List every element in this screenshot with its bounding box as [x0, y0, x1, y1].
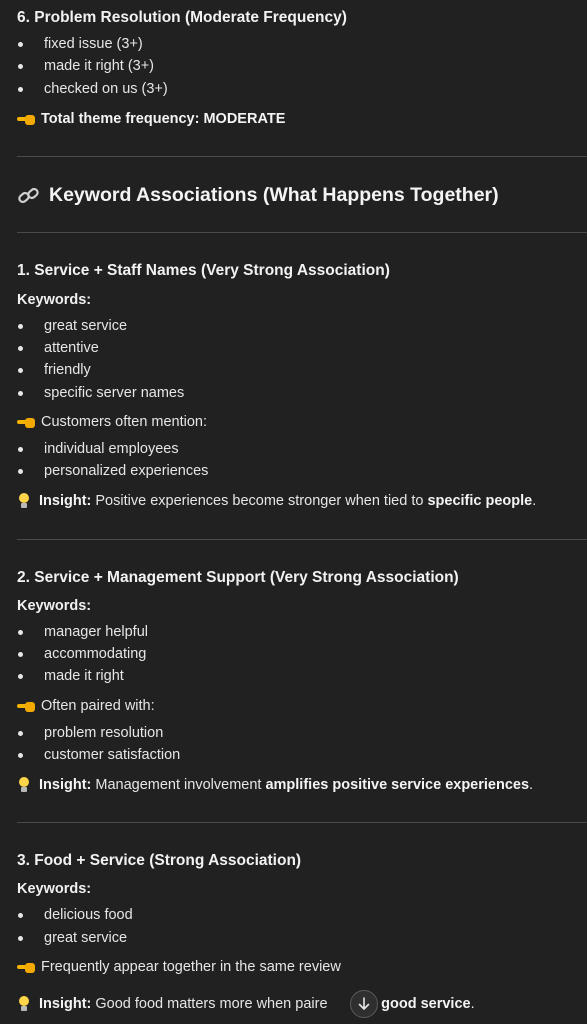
association-note: Frequently appear together in the same review	[17, 959, 341, 975]
link-icon	[17, 186, 41, 206]
section-heading-problem-resolution: 6. Problem Resolution (Moderate Frequency)	[17, 9, 347, 26]
section-heading-keyword-associations: Keyword Associations (What Happens Together)	[17, 184, 499, 207]
list-item: specific server names	[17, 385, 184, 401]
list-item: customer satisfaction	[17, 747, 180, 763]
list-item: fixed issue (3+)	[17, 36, 143, 52]
arrow-down-icon	[357, 997, 371, 1011]
list-item: delicious food	[17, 907, 133, 923]
list-item: attentive	[17, 340, 99, 356]
list-item: checked on us (3+)	[17, 81, 168, 97]
keywords-label: Keywords:	[17, 598, 92, 614]
list-item: accommodating	[17, 646, 146, 662]
list-item: great service	[17, 930, 127, 946]
insight-line: Insight: Management involvement amplifies positive service experiences .	[17, 777, 533, 793]
keywords-label: Keywords:	[17, 292, 92, 308]
backhand-index-pointing-right-icon	[17, 960, 37, 974]
backhand-index-pointing-right-icon	[17, 415, 37, 429]
list-item: made it right	[17, 668, 124, 684]
light-bulb-icon	[17, 493, 31, 509]
light-bulb-icon	[17, 777, 31, 793]
total-frequency-line: Total theme frequency: MODERATE	[17, 111, 285, 127]
divider	[17, 156, 587, 157]
assoc-heading-food-service: 3. Food + Service (Strong Association)	[17, 852, 302, 869]
association-note: Customers often mention:	[17, 414, 207, 430]
list-item: problem resolution	[17, 725, 163, 741]
insight-line: Insight: Positive experiences become stronger when tied to specific people .	[17, 493, 536, 509]
backhand-index-pointing-right-icon	[17, 112, 37, 126]
list-item: great service	[17, 318, 127, 334]
list-item: manager helpful	[17, 624, 148, 640]
list-item: individual employees	[17, 441, 179, 457]
assoc-heading-service-staff: 1. Service + Staff Names (Very Strong Association)	[17, 262, 390, 279]
list-item: personalized experiences	[17, 463, 208, 479]
association-note: Often paired with:	[17, 698, 155, 714]
list-item: friendly	[17, 362, 91, 378]
assoc-heading-service-management: 2. Service + Management Support (Very Strong Association)	[17, 569, 459, 586]
light-bulb-icon	[17, 996, 31, 1012]
divider	[17, 232, 587, 233]
divider	[17, 539, 587, 540]
insight-line: Insight: Good food matters more when paire good service .	[17, 996, 475, 1012]
backhand-index-pointing-right-icon	[17, 699, 37, 713]
keywords-label: Keywords:	[17, 881, 92, 897]
divider	[17, 822, 587, 823]
list-item: made it right (3+)	[17, 58, 154, 74]
scroll-to-bottom-button[interactable]	[350, 990, 378, 1018]
